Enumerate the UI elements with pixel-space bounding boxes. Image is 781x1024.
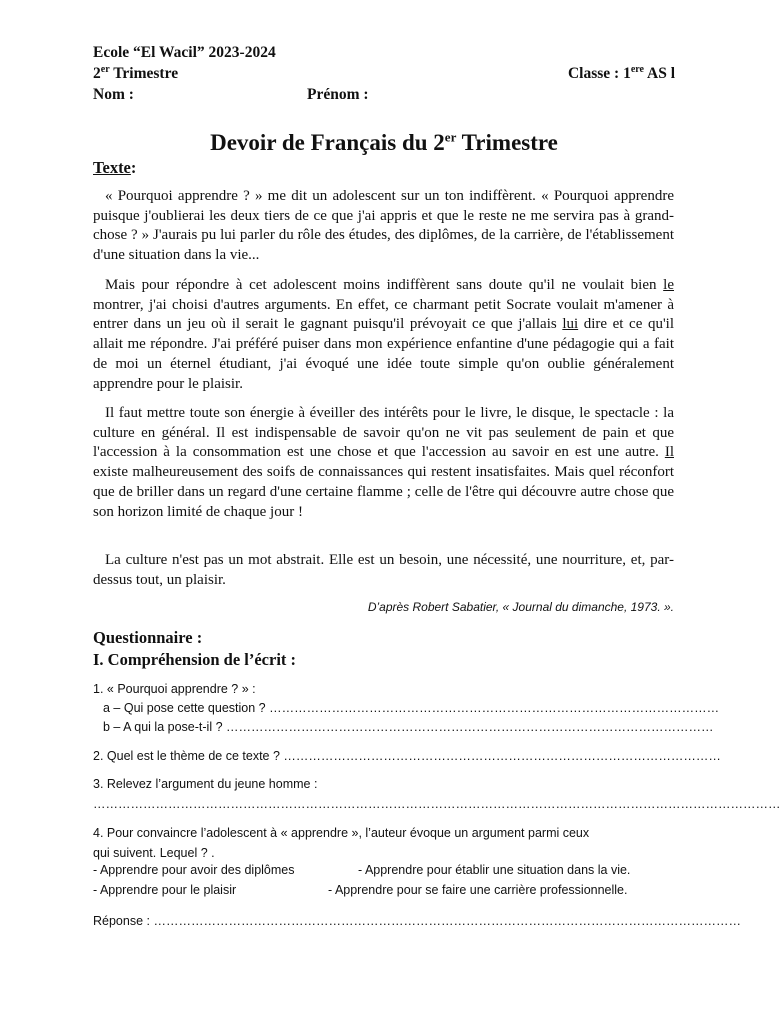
school-name: Ecole “El Wacil” 2023-2024	[93, 44, 276, 61]
classe-suffix: AS l	[643, 65, 675, 82]
underlined-lui: lui	[562, 316, 579, 333]
paragraph-4	[93, 551, 674, 590]
title-end: Trimestre	[456, 130, 558, 155]
classe-prefix: Classe : 1	[567, 65, 631, 82]
option-plaisir[interactable]: - Apprendre pour le plaisir	[93, 883, 237, 897]
prenom-text: Prénom :	[307, 86, 369, 103]
paragraph-3-text-a: Il faut mettre toute son énergie à éveiller des intérêts pour le livre, le disque, le spectacle : la culture en général. Il est indispensable de savoir qu'on ne vit pas seulement de pain et que l'accession à la consommation est une chose et que l'accession au savoir en est une autre.	[93, 405, 674, 461]
paragraph-3	[93, 404, 674, 522]
classe-sup: ere	[630, 63, 644, 75]
question-1a[interactable]: a – Qui pose cette question ? ………………………………………………………………………………………………	[103, 701, 720, 715]
school-line	[93, 44, 276, 62]
nom-text: Nom :	[93, 86, 134, 103]
question-3: 3. Relevez l’argument du jeune homme :	[93, 777, 318, 791]
paragraph-2	[93, 276, 674, 394]
title-main: Devoir de Français du 2	[210, 130, 445, 155]
texte-colon: :	[130, 158, 137, 177]
paragraph-3-text-b: existe malheureusement des soifs de connaissances qui restent insatisfaites. Mais quel réconfort que de briller dans un regard d'une certaine flamme ; celle de l'être qui découvre autre chose que son horizon limité de chaque jour !	[93, 464, 674, 520]
paragraph-1	[93, 187, 674, 266]
texte-label: Texte	[93, 158, 131, 177]
paragraph-2-text-b: montrer, j'ai choisi d'autres arguments. En effet, ce charmant petit Socrate voulait m'amener à entrer dans un jeu où il serait le gagnant puisqu'il prévoyait ce que j'allais	[93, 296, 674, 333]
underlined-il: Il	[664, 444, 674, 461]
question-4-line-2: qui suivent. Lequel ? .	[93, 846, 215, 860]
texte-heading	[93, 158, 136, 178]
paragraph-2-text-c: dire et ce qu'il allait me répondre. J'ai préféré puiser dans mon expérience enfantine d'une pédagogie qui a fait de moi un éternel étudiant, j'ai évoqué une idée toute simple qu'on oublie généralement apprendre pour le plaisir.	[93, 316, 674, 392]
trimester-sup: er	[100, 63, 110, 75]
underlined-le: le	[663, 277, 674, 293]
question-3-answer-line[interactable]: …………………………………………………………………………………………………………………………………………………	[93, 797, 781, 811]
option-carriere[interactable]: - Apprendre pour se faire une carrière professionnelle.	[328, 883, 628, 897]
question-2[interactable]: 2. Quel est le thème de ce texte ? ……………………………………………………………………………………………	[93, 749, 721, 763]
question-1b[interactable]: b – A qui la pose-t-il ? ………………………………………………………………………………………………………	[103, 720, 714, 734]
paragraph-1-text: « Pourquoi apprendre ? » me dit un adolescent sur un ton indiffèrent. « Pourquoi apprendre puisque j'oublierai les deux tiers de ce que j'ai appris et que le reste ne me servira pas à grand-chose ? » J'aurais pu lui parler du rôle des études, des diplômes, de la carrière, de l'établissement d'une situation dans la vie...	[93, 188, 674, 264]
classe-label	[568, 65, 675, 83]
question-4-line-1: 4. Pour convaincre l’adolescent à « apprendre », l’auteur évoque un argument parmi ceux	[93, 826, 590, 840]
trimester-word: Trimestre	[109, 65, 179, 82]
trimester-line	[93, 65, 178, 83]
source-citation: D’après Robert Sabatier, « Journal du dimanche, 1973. ».	[367, 600, 674, 614]
page-title	[0, 130, 768, 156]
nom-label	[93, 86, 134, 104]
option-diplomes[interactable]: - Apprendre pour avoir des diplômes	[93, 863, 295, 877]
prenom-label	[307, 86, 369, 104]
paragraph-2-text-a: Mais pour répondre à cet adolescent moins indiffèrent sans doute qu'il ne voulait bien	[105, 277, 664, 293]
paragraph-4-text: La culture n'est pas un mot abstrait. Elle est un besoin, une nécessité, une nourriture, et, par- dessus tout, un plaisir.	[93, 552, 674, 588]
section-title: I. Compréhension de l’écrit :	[93, 650, 297, 669]
reponse-line[interactable]: Réponse : ……………………………………………………………………………………………………………………………	[93, 914, 741, 928]
questionnaire-title: Questionnaire :	[93, 628, 203, 647]
question-1: 1. « Pourquoi apprendre ? » :	[93, 682, 256, 696]
title-sup: er	[444, 129, 457, 145]
option-situation[interactable]: - Apprendre pour établir une situation dans la vie.	[358, 863, 631, 877]
trimester-number: 2	[93, 65, 101, 82]
